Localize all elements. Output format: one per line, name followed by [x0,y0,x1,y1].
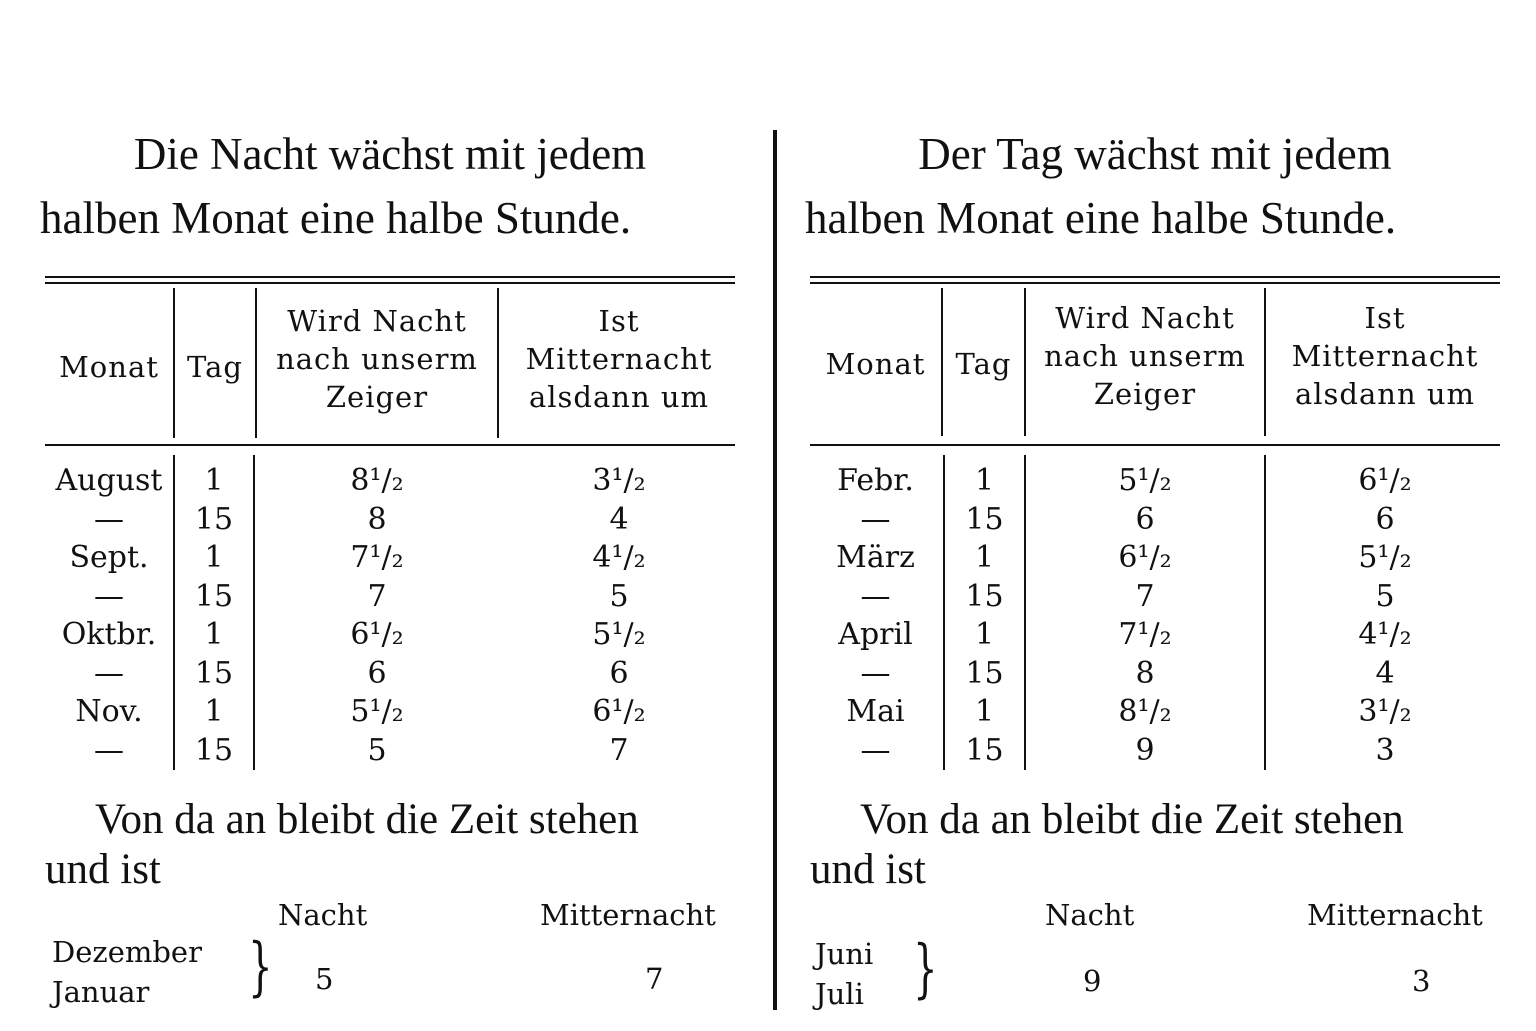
header-line: nach unserm [276,342,478,376]
cell-tag: 15 [965,732,1004,768]
cell-tag: 1 [974,463,995,498]
cell-mitternacht: 7 [609,732,629,768]
title-line: Der Tag wächst mit jedem [918,129,1392,179]
cell-tag: 1 [204,617,224,652]
paragraph-line: und ist [45,846,161,893]
cell-mitternacht: 5 [1375,578,1395,614]
double-rule [45,276,735,284]
column-divider [773,130,777,1010]
label-nacht: Nacht [1045,898,1135,932]
header-mitternacht [499,302,739,416]
month-label: Juli [815,977,864,1011]
label-nacht: Nacht [278,898,368,932]
cell-monat: Sept. [69,540,149,575]
cell-nacht: 5¹/₂ [350,694,404,729]
cell-nacht: 8 [1135,655,1155,691]
section-title [40,122,740,250]
cell-tag: 15 [194,732,234,768]
cell-nacht: 8¹/₂ [1118,694,1172,729]
cell-mitternacht: 4¹/₂ [1358,617,1412,652]
cell-mitternacht: 6¹/₂ [1358,463,1412,498]
value-mitternacht: 3 [1412,964,1431,998]
cell-tag: 15 [194,501,234,537]
value-nacht: 9 [1083,964,1102,998]
right-column [805,0,1505,1031]
cell-mitternacht: 5¹/₂ [592,617,646,652]
header-line: nach unserm [1044,339,1246,373]
header-rule [810,444,1500,446]
cell-tag: 15 [194,655,234,691]
cell-monat: — [94,732,124,768]
header-line: Mitternacht [525,342,713,376]
cell-monat: — [94,578,124,614]
cell-monat: Oktbr. [61,617,157,652]
cell-nacht: 6 [1135,501,1155,537]
cell-nacht: 6¹/₂ [350,617,404,652]
header-mitternacht [1266,299,1504,413]
cell-mitternacht: 6 [1375,501,1395,537]
cell-monat: Mai [846,694,905,729]
paragraph-line: und ist [810,846,926,893]
title-line: Die Nacht wächst mit jedem [133,129,647,179]
title-line: halben Monat eine halbe Stunde. [805,193,1397,243]
cell-mitternacht: 6¹/₂ [592,694,646,729]
header-line: Mitternacht [1291,339,1479,373]
cell-mitternacht: 4 [609,501,629,537]
cell-tag: 1 [974,617,995,652]
title-line: halben Monat eine halbe Stunde. [40,193,632,243]
header-line: Zeiger [1093,377,1197,411]
cell-tag: 15 [965,655,1004,691]
cell-tag: 1 [974,694,995,729]
header-line: Zeiger [325,380,429,414]
month-label: Dezember [52,935,202,969]
cell-monat: — [94,501,124,537]
cell-monat: Febr. [837,463,914,498]
cell-mitternacht: 3¹/₂ [1358,694,1412,729]
cell-tag: 1 [204,694,224,729]
header-tag: Tag [955,347,1012,381]
header-line: Wird Nacht [287,304,467,338]
cell-tag: 1 [204,540,224,575]
value-nacht: 5 [315,962,334,996]
value-mitternacht: 7 [645,962,664,996]
closing-paragraph [45,795,745,895]
cell-nacht: 8 [367,501,387,537]
header-line: Wird Nacht [1055,301,1235,335]
brace-icon: } [913,932,938,1006]
header-wird-nacht [257,302,497,416]
column-rule [253,455,255,770]
left-column [40,0,740,1031]
header-wird-nacht [1026,299,1264,413]
cell-nacht: 7¹/₂ [1118,617,1172,652]
cell-nacht: 5 [367,732,387,768]
cell-nacht: 7¹/₂ [350,540,404,575]
cell-tag: 15 [965,578,1004,614]
paragraph-line: Von da an bleibt die Zeit stehen [860,796,1404,843]
cell-mitternacht: 5¹/₂ [1358,540,1412,575]
header-line: alsdann um [1294,377,1476,411]
header-line: Ist [1364,301,1406,335]
cell-monat: Nov. [75,694,143,729]
header-tag: Tag [187,350,243,384]
cell-monat: — [860,578,891,614]
section-title [805,122,1505,250]
cell-tag: 1 [204,463,224,498]
cell-monat: — [860,501,891,537]
cell-monat: April [838,617,913,652]
cell-nacht: 7 [1135,578,1155,614]
header-monat: Monat [825,347,926,381]
cell-mitternacht: 6 [609,655,629,691]
cell-mitternacht: 3¹/₂ [592,463,646,498]
brace-icon: } [248,930,273,1004]
cell-nacht: 5¹/₂ [1118,463,1172,498]
cell-mitternacht: 5 [609,578,629,614]
header-rule [45,444,735,446]
cell-nacht: 7 [367,578,387,614]
paragraph-line: Von da an bleibt die Zeit stehen [95,796,639,843]
header-line: alsdann um [528,380,710,414]
closing-paragraph [810,795,1510,895]
cell-nacht: 8¹/₂ [350,463,404,498]
cell-monat: — [860,732,891,768]
cell-nacht: 6¹/₂ [1118,540,1172,575]
header-monat: Monat [59,350,159,384]
cell-monat: August [55,463,163,498]
cell-tag: 1 [974,540,995,575]
cell-monat: März [836,540,915,575]
cell-mitternacht: 4 [1375,655,1395,691]
label-mitternacht: Mitternacht [1307,898,1483,932]
cell-mitternacht: 3 [1375,732,1395,768]
double-rule [810,276,1500,284]
cell-nacht: 9 [1135,732,1155,768]
cell-tag: 15 [194,578,234,614]
cell-tag: 15 [965,501,1004,537]
cell-monat: — [860,655,891,691]
month-label: Januar [52,975,150,1009]
cell-nacht: 6 [367,655,387,691]
cell-mitternacht: 4¹/₂ [592,540,646,575]
month-label: Juni [815,937,874,971]
cell-monat: — [94,655,124,691]
header-line: Ist [598,304,640,338]
label-mitternacht: Mitternacht [540,898,716,932]
